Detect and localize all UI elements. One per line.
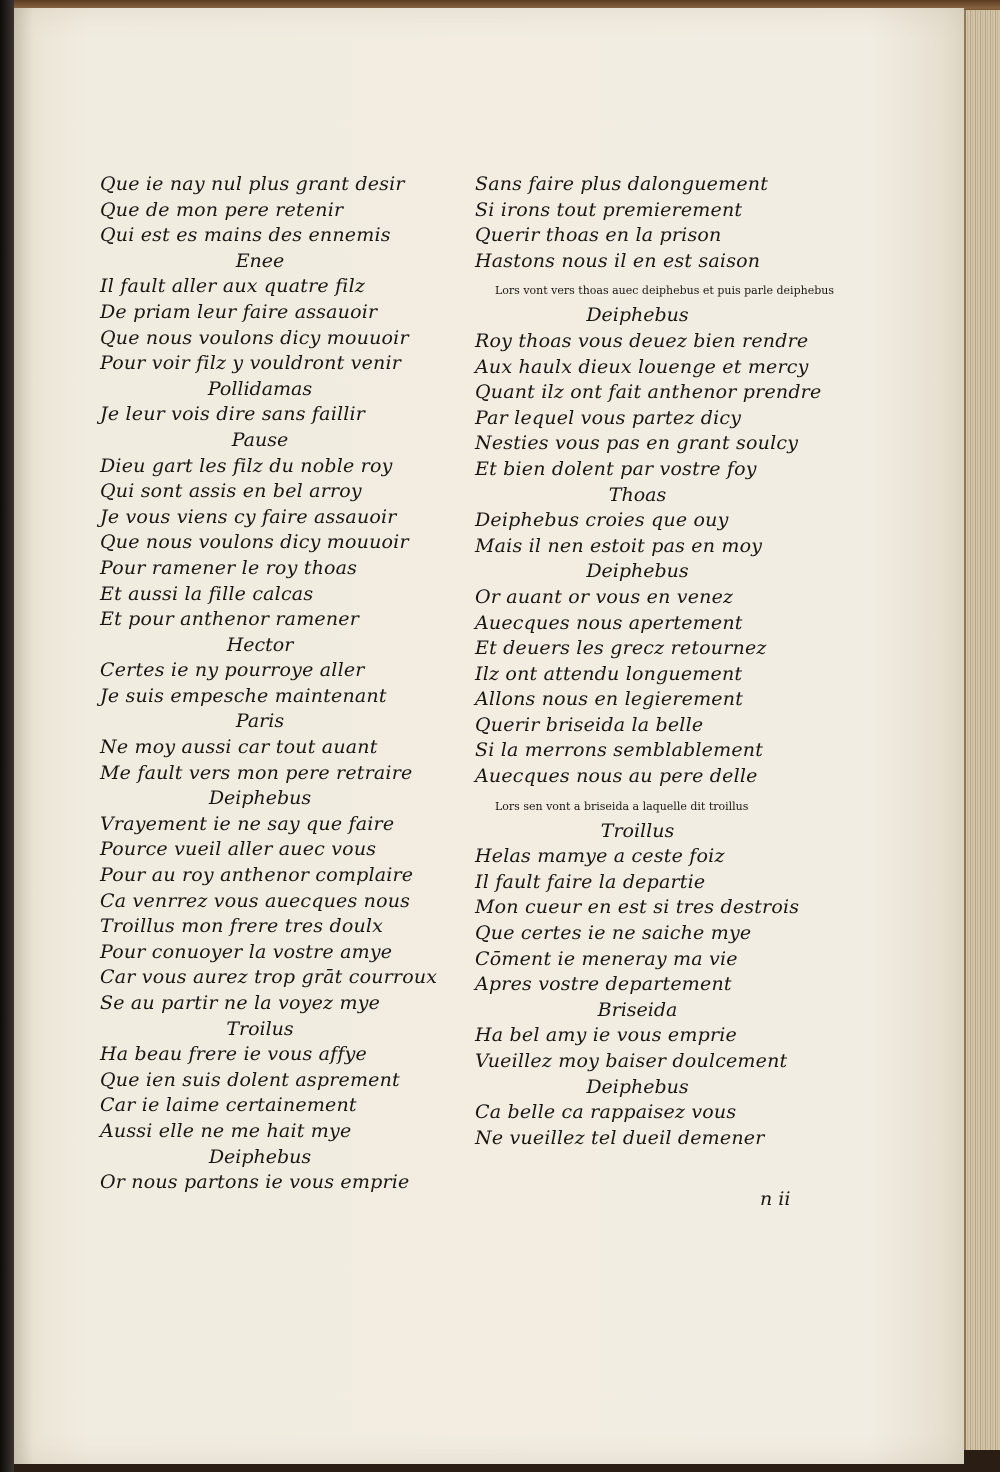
speaker-name: Deiphebus bbox=[208, 1145, 312, 1168]
verse-line: Helas mamye a ceste foiz bbox=[475, 845, 725, 868]
verse-line: Que nous voulons dicy mouuoir bbox=[100, 531, 409, 554]
verse-line: Hastons nous il en est saison bbox=[475, 249, 761, 272]
speaker-name: Briseida bbox=[597, 998, 678, 1021]
verse-line: Car ie laime certainement bbox=[100, 1094, 357, 1117]
verse-line: Ne vueillez tel dueil demener bbox=[475, 1126, 765, 1149]
speaker-name: Deiphebus bbox=[586, 560, 689, 583]
verse-line: Ca belle ca rappaisez vous bbox=[475, 1101, 737, 1124]
verse-line: Ca venrrez vous auecques nous bbox=[100, 889, 411, 912]
verse-line: Que de mon pere retenir bbox=[100, 198, 344, 221]
verse-line: Auecques nous au pere delle bbox=[475, 765, 758, 788]
speaker-name: Deiphebus bbox=[586, 304, 689, 327]
speaker-name: Troilus bbox=[226, 1017, 294, 1040]
verse-line: Et deuers les grecz retournez bbox=[475, 637, 767, 660]
verse-line: Aussi elle ne me hait mye bbox=[100, 1119, 352, 1142]
verse-line: Pour au roy anthenor complaire bbox=[100, 864, 414, 887]
verse-line: Troillus mon frere tres doulx bbox=[100, 915, 384, 938]
verse-line: Or nous partons ie vous emprie bbox=[100, 1171, 410, 1194]
verse-line: Quant ilz ont fait anthenor prendre bbox=[475, 381, 822, 404]
verse-line: Qui sont assis en bel arroy bbox=[100, 480, 362, 503]
verse-line: Apres vostre departement bbox=[475, 973, 732, 996]
verse-line: Car vous aurez trop grāt courroux bbox=[100, 966, 438, 989]
verse-line: Querir briseida la belle bbox=[475, 713, 704, 736]
verse-line: Je suis empesche maintenant bbox=[100, 684, 387, 707]
verse-line: Que ien suis dolent asprement bbox=[100, 1068, 400, 1091]
speaker-name: Troillus bbox=[600, 819, 675, 842]
verse-line: Il fault faire la departie bbox=[475, 870, 706, 893]
verse-line: Nesties vous pas en grant soulcy bbox=[475, 432, 799, 455]
verse-line: Querir thoas en la prison bbox=[475, 224, 722, 247]
verse-line: Mais il nen estoit pas en moy bbox=[475, 534, 763, 557]
verse-line: Pour conuoyer la vostre amye bbox=[100, 940, 393, 963]
verse-line: Et pour anthenor ramener bbox=[100, 608, 360, 631]
verse-line: Si irons tout premierement bbox=[475, 198, 743, 221]
right-text-column bbox=[475, 172, 840, 1151]
verse-line: Or auant or vous en venez bbox=[475, 585, 734, 608]
verse-line: Qui est es mains des ennemis bbox=[100, 224, 391, 247]
verse-line: Sans faire plus dalonguement bbox=[475, 173, 769, 195]
verse-line: Pour voir filz y vouldront venir bbox=[100, 352, 402, 375]
verse-line: Deiphebus croies que ouy bbox=[475, 509, 729, 532]
book-gutter bbox=[0, 0, 14, 1472]
verse-line: Je vous viens cy faire assauoir bbox=[100, 505, 397, 528]
verse-line: Vrayement ie ne say que faire bbox=[100, 812, 395, 835]
verse-line: Auecques nous apertement bbox=[475, 611, 743, 634]
verse-line: Pource vueil aller auec vous bbox=[100, 838, 377, 861]
verse-line: Et bien dolent par vostre foy bbox=[475, 457, 757, 480]
verse-line: Que ie nay nul plus grant desir bbox=[100, 173, 405, 195]
speaker-name: Enee bbox=[235, 249, 285, 272]
verse-line: Il fault aller aux quatre filz bbox=[100, 275, 366, 298]
verse-line: Ilz ont attendu longuement bbox=[475, 662, 743, 685]
verse-line: Et aussi la fille calcas bbox=[100, 582, 314, 605]
speaker-name: Hector bbox=[226, 633, 294, 656]
page-fore-edge bbox=[964, 10, 1000, 1450]
speaker-name: Pause bbox=[231, 428, 289, 451]
verse-line: Mon cueur en est si tres destrois bbox=[475, 896, 800, 919]
speaker-name: Paris bbox=[235, 710, 285, 733]
verse-line: Me fault vers mon pere retraire bbox=[100, 761, 413, 784]
verse-line: Allons nous en legierement bbox=[475, 688, 744, 711]
verse-line: Que certes ie ne saiche mye bbox=[475, 922, 752, 945]
stage-direction: Lors sen vont a briseida a laquelle dit troillus bbox=[495, 799, 749, 813]
verse-line: Ha beau frere ie vous affye bbox=[100, 1043, 368, 1066]
speaker-name: Thoas bbox=[608, 483, 667, 506]
verse-line: Par lequel vous partez dicy bbox=[475, 406, 742, 429]
verse-line: Que nous voulons dicy mouuoir bbox=[100, 326, 409, 349]
verse-line: Certes ie ny pourroye aller bbox=[100, 659, 365, 682]
speaker-name: Deiphebus bbox=[586, 1075, 689, 1098]
speaker-name: Pollidamas bbox=[207, 377, 313, 400]
verse-line: Cōment ie meneray ma vie bbox=[475, 947, 738, 970]
speaker-name: Deiphebus bbox=[208, 787, 312, 810]
verse-line: Vueillez moy baiser doulcement bbox=[475, 1050, 788, 1072]
left-text-column bbox=[100, 172, 460, 1196]
verse-line: De priam leur faire assauoir bbox=[100, 300, 378, 323]
verse-line: Si la merrons semblablement bbox=[475, 739, 764, 762]
verse-line: Roy thoas vous deuez bien rendre bbox=[475, 329, 809, 352]
signature-mark: n ii bbox=[760, 1188, 791, 1210]
verse-line: Ha bel amy ie vous emprie bbox=[475, 1024, 737, 1047]
verse-line: Je leur vois dire sans faillir bbox=[100, 403, 366, 426]
verse-line: Ne moy aussi car tout auant bbox=[100, 736, 378, 759]
stage-direction: Lors vont vers thoas auec deiphebus et puis parle deiphebus bbox=[495, 284, 834, 298]
verse-line: Aux haulx dieux louenge et mercy bbox=[475, 355, 809, 378]
verse-line: Dieu gart les filz du noble roy bbox=[100, 454, 393, 477]
verse-line: Se au partir ne la voyez mye bbox=[100, 992, 381, 1014]
verse-line: Pour ramener le roy thoas bbox=[100, 556, 358, 579]
